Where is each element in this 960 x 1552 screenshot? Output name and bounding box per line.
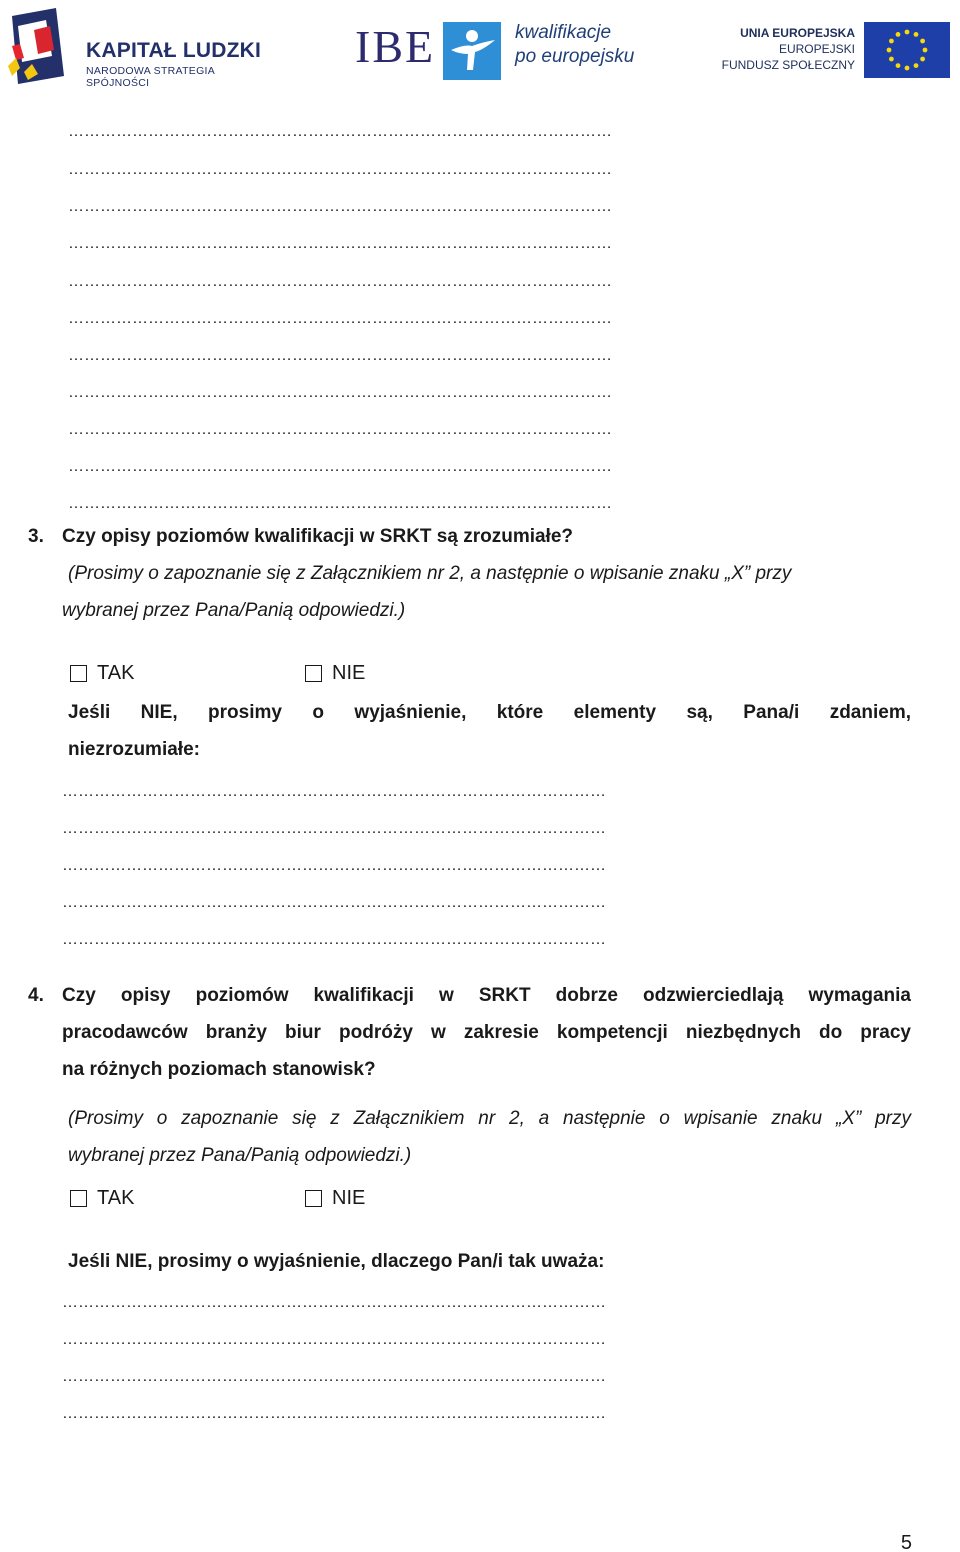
question-3-instruction: (Prosimy o zapoznanie się z Załącznikiem nr 2, a następnie o wpisanie znaku „X” przy <box>68 563 792 584</box>
page-number: 5 <box>900 1532 912 1552</box>
q4-yes-label: TAK <box>97 1187 135 1209</box>
kapital-ludzki-subtitle: NARODOWA STRATEGIA SPÓJNOŚCI <box>86 65 215 89</box>
answer-line[interactable]: ………………………………………………………………………………………… <box>68 421 612 438</box>
question-4-followup: Jeśli NIE, prosimy o wyjaśnienie, dlaczego Pan/i tak uważa: <box>68 1251 605 1272</box>
question-3-number: 3. <box>28 526 44 547</box>
kwalifikacje-line1: kwalifikacje <box>515 22 612 43</box>
answer-line[interactable]: ………………………………………………………………………………………… <box>62 1331 606 1348</box>
eu-line2: EUROPEJSKI <box>778 42 855 56</box>
question-3-followup: Jeśli NIE, prosimy o wyjaśnienie, które elementy są, Pana/i zdaniem, <box>68 702 911 723</box>
question-4-text-end: na różnych poziomach stanowisk? <box>62 1059 376 1080</box>
answer-line[interactable]: ………………………………………………………………………………………… <box>62 783 606 800</box>
question-3-text: Czy opisy poziomów kwalifikacji w SRKT są zrozumiałe? <box>62 526 574 547</box>
answer-line[interactable]: ………………………………………………………………………………………… <box>68 198 612 215</box>
kapital-ludzki-flag-icon <box>6 6 78 90</box>
question-3-followup-cont: niezrozumiałe: <box>68 739 200 760</box>
q3-no-label: NIE <box>332 662 366 684</box>
page-header <box>0 0 960 100</box>
answer-line[interactable]: ………………………………………………………………………………………… <box>62 931 606 948</box>
checkbox-icon[interactable] <box>70 1190 87 1207</box>
answer-line[interactable]: ………………………………………………………………………………………… <box>62 894 606 911</box>
question-4-number: 4. <box>28 985 44 1006</box>
question-4-text: Czy opisy poziomów kwalifikacji w SRKT dobrze odzwierciedlają wymagania <box>62 985 911 1006</box>
answer-line[interactable]: ………………………………………………………………………………………… <box>62 857 606 874</box>
ibe-wordmark: IBE <box>355 21 436 72</box>
eu-logo <box>721 22 955 82</box>
q4-no-label: NIE <box>332 1187 366 1209</box>
q3-yes-label: TAK <box>97 662 135 684</box>
question-3-instruction-cont: wybranej przez Pana/Panią odpowiedzi.) <box>62 600 406 621</box>
answer-line[interactable]: ………………………………………………………………………………………… <box>68 495 612 512</box>
answer-line[interactable]: ………………………………………………………………………………………… <box>68 161 612 178</box>
answer-line[interactable]: ………………………………………………………………………………………… <box>62 820 606 837</box>
answer-line[interactable]: ………………………………………………………………………………………… <box>68 235 612 252</box>
question-4-text-cont: pracodawców branży biur podróży w zakresie kompetencji niezbędnych do pracy <box>62 1022 911 1043</box>
kapital-ludzki-title: KAPITAŁ LUDZKI <box>86 39 262 62</box>
answer-line[interactable]: ………………………………………………………………………………………… <box>62 1368 606 1385</box>
q4-yes-checkbox[interactable] <box>70 1187 134 1210</box>
checkbox-icon[interactable] <box>305 1190 322 1207</box>
answer-line[interactable]: ………………………………………………………………………………………… <box>68 273 612 290</box>
answer-line[interactable]: ………………………………………………………………………………………… <box>68 458 612 475</box>
answer-line[interactable]: ………………………………………………………………………………………… <box>62 1294 606 1311</box>
checkbox-icon[interactable] <box>305 665 322 682</box>
kapital-ludzki-logo <box>6 6 276 90</box>
eu-line1: UNIA EUROPEJSKA <box>740 26 855 40</box>
eu-flag-icon <box>864 22 950 78</box>
kwalifikacje-line2: po europejsku <box>515 46 635 67</box>
eu-line3: FUNDUSZ SPOŁECZNY <box>721 58 855 72</box>
answer-line[interactable]: ………………………………………………………………………………………… <box>68 310 612 327</box>
q4-no-checkbox[interactable] <box>305 1187 365 1210</box>
question-4-instruction: (Prosimy o zapoznanie się z Załącznikiem nr 2, a następnie o wpisanie znaku „X” przy <box>68 1108 911 1129</box>
kwalifikacje-figure-icon <box>443 22 501 80</box>
ibe-logo <box>355 18 635 82</box>
answer-line[interactable]: ………………………………………………………………………………………… <box>68 347 612 364</box>
answer-line[interactable]: ………………………………………………………………………………………… <box>68 384 612 401</box>
q3-no-checkbox[interactable] <box>305 662 365 685</box>
question-4-instruction-cont: wybranej przez Pana/Panią odpowiedzi.) <box>68 1145 412 1166</box>
checkbox-icon[interactable] <box>70 665 87 682</box>
answer-line[interactable]: ………………………………………………………………………………………… <box>62 1405 606 1422</box>
answer-line[interactable]: ………………………………………………………………………………………… <box>68 123 612 140</box>
q3-yes-checkbox[interactable] <box>70 662 134 685</box>
